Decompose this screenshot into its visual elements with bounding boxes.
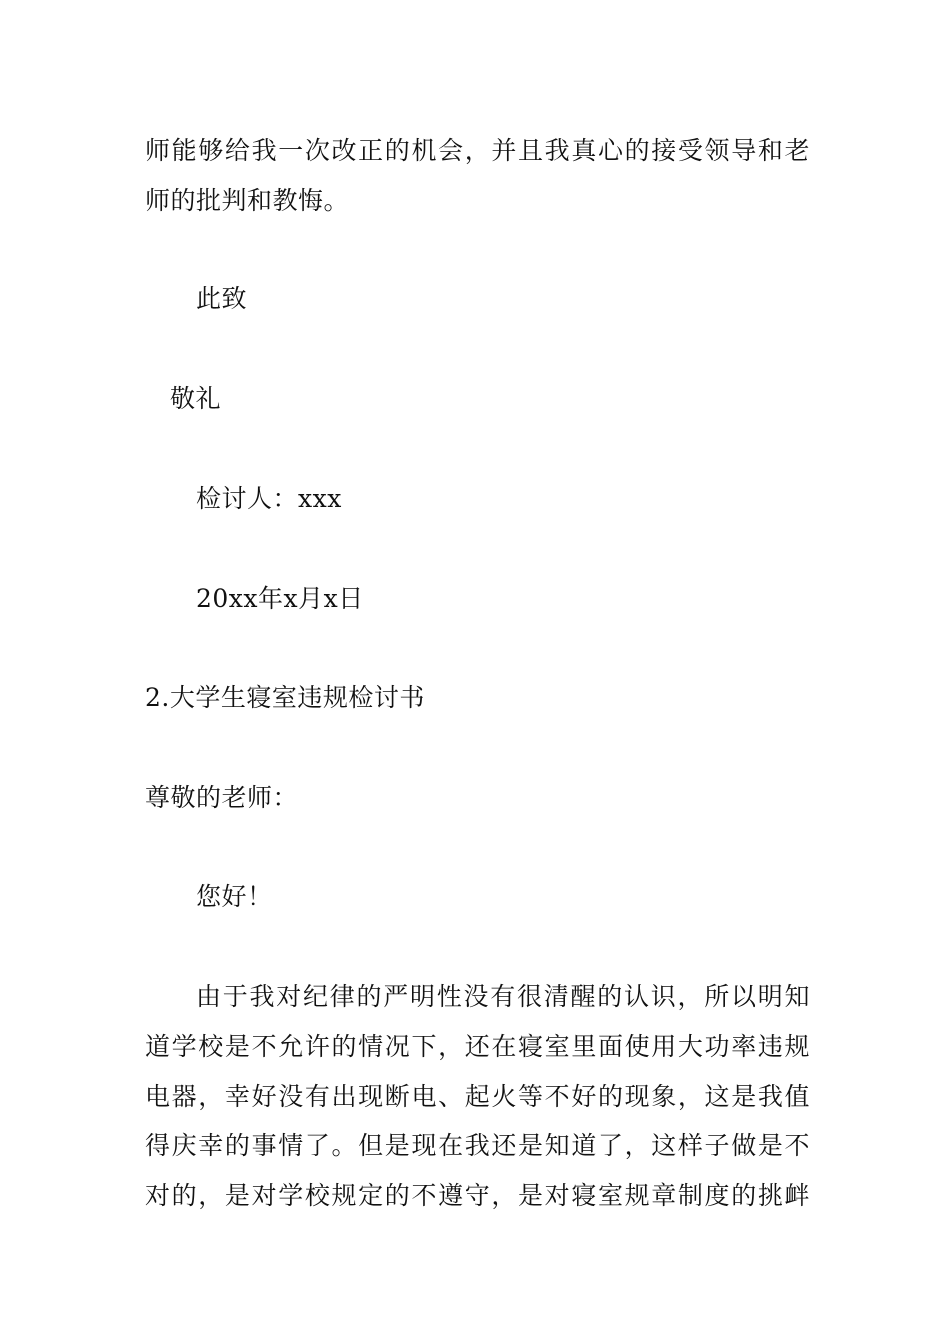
- signer-text: 检讨人：xxx: [196, 484, 342, 513]
- paragraph-line: 电器，幸好没有出现断电、起火等不好的现象，这是我值: [145, 1082, 810, 1111]
- greeting-recipient: 尊敬的老师：: [145, 783, 299, 812]
- paragraph-line: 道学校是不允许的情况下，还在寝室里面使用大功率违规: [145, 1032, 810, 1061]
- date-text: 20xx年x月x日: [196, 584, 364, 613]
- salute-text: 敬礼: [170, 384, 222, 413]
- paragraph-line: 师能够给我一次改正的机会，并且我真心的接受领导和老: [145, 136, 810, 165]
- section-title: 2.大学生寝室违规检讨书: [145, 683, 425, 712]
- paragraph-line: 得庆幸的事情了。但是现在我还是知道了，这样子做是不: [145, 1131, 810, 1160]
- closing-text: 此致: [196, 284, 248, 313]
- greeting-hello: 您好！: [196, 882, 273, 911]
- paragraph-line: 对的，是对学校规定的不遵守，是对寝室规章制度的挑衅: [145, 1181, 810, 1210]
- paragraph-line: 师的批判和教悔。: [145, 186, 350, 215]
- paragraph-line: 由于我对纪律的严明性没有很清醒的认识，所以明知: [196, 982, 810, 1011]
